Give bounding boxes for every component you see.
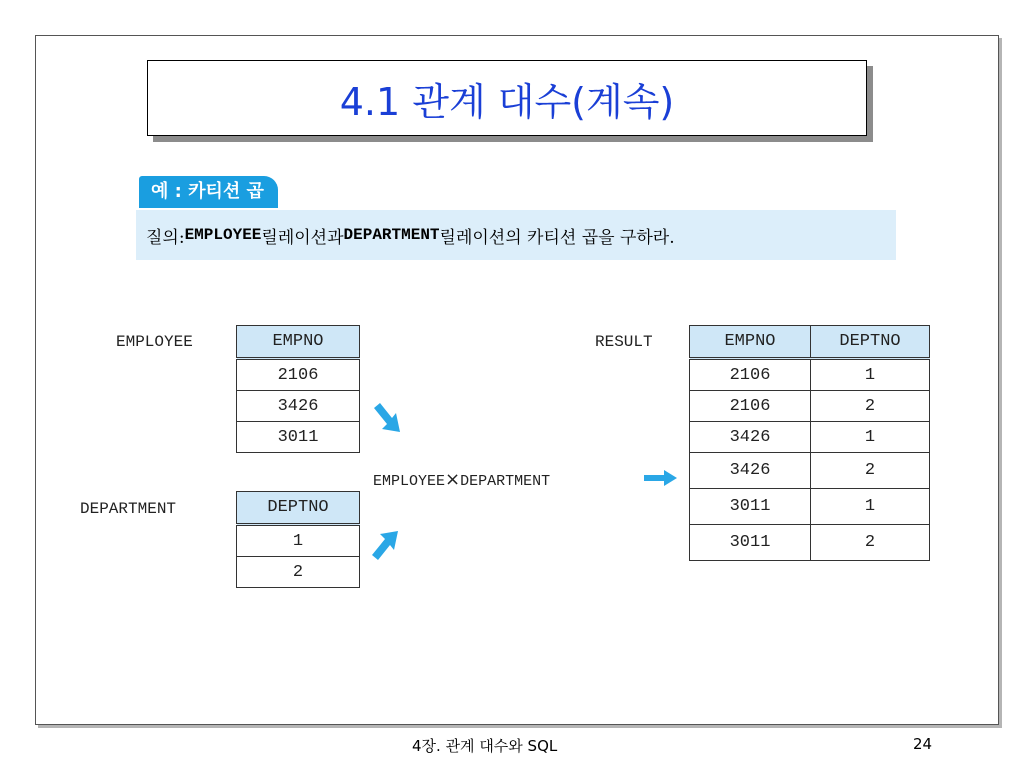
result-label: RESULT	[595, 333, 653, 351]
title-box	[147, 60, 867, 136]
operation-right: DEPARTMENT	[460, 473, 551, 490]
result-header-empno: EMPNO	[690, 326, 811, 359]
operation-left: EMPLOYEE	[373, 473, 446, 490]
page-number: 24	[913, 735, 933, 753]
query-relation-department: DEPARTMENT	[343, 226, 440, 244]
department-header: DEPTNO	[237, 492, 360, 525]
result-header-deptno: DEPTNO	[811, 326, 930, 359]
result-cell: 2106	[690, 359, 811, 391]
result-cell: 2106	[690, 391, 811, 422]
result-cell: 3426	[690, 453, 811, 489]
result-cell: 2	[811, 391, 930, 422]
employee-table	[236, 325, 360, 453]
query-suffix: 릴레이션의 카티션 곱을 구하라.	[439, 227, 675, 248]
employee-header: EMPNO	[237, 326, 360, 359]
department-cell: 1	[237, 525, 360, 557]
result-cell: 2	[811, 453, 930, 489]
result-cell: 1	[811, 489, 930, 525]
query-relation-employee: EMPLOYEE	[184, 226, 262, 244]
employee-cell: 3011	[237, 422, 360, 453]
down-right-arrow-icon	[372, 402, 404, 436]
query-prefix: 질의:	[146, 227, 185, 248]
right-arrow-icon	[644, 469, 678, 487]
result-cell: 1	[811, 359, 930, 391]
result-table	[689, 325, 930, 561]
employee-cell: 3426	[237, 391, 360, 422]
department-label: DEPARTMENT	[80, 500, 177, 518]
result-cell: 3011	[690, 489, 811, 525]
slide-title: 4.1 관계 대수(계속)	[339, 79, 675, 124]
result-cell: 3011	[690, 525, 811, 561]
query-mid: 릴레이션과	[261, 227, 344, 248]
times-symbol: ×	[445, 469, 461, 490]
up-right-arrow-icon	[370, 527, 402, 561]
footer-chapter: 4장. 관계 대수와 SQL	[412, 737, 558, 755]
result-cell: 1	[811, 422, 930, 453]
result-cell: 3426	[690, 422, 811, 453]
cartesian-operation	[373, 469, 550, 490]
department-table	[236, 491, 360, 588]
employee-cell: 2106	[237, 359, 360, 391]
department-cell: 2	[237, 557, 360, 588]
example-tag: 예 : 카티션 곱	[139, 176, 278, 208]
query-band	[136, 210, 896, 260]
employee-label: EMPLOYEE	[116, 333, 193, 351]
result-cell: 2	[811, 525, 930, 561]
